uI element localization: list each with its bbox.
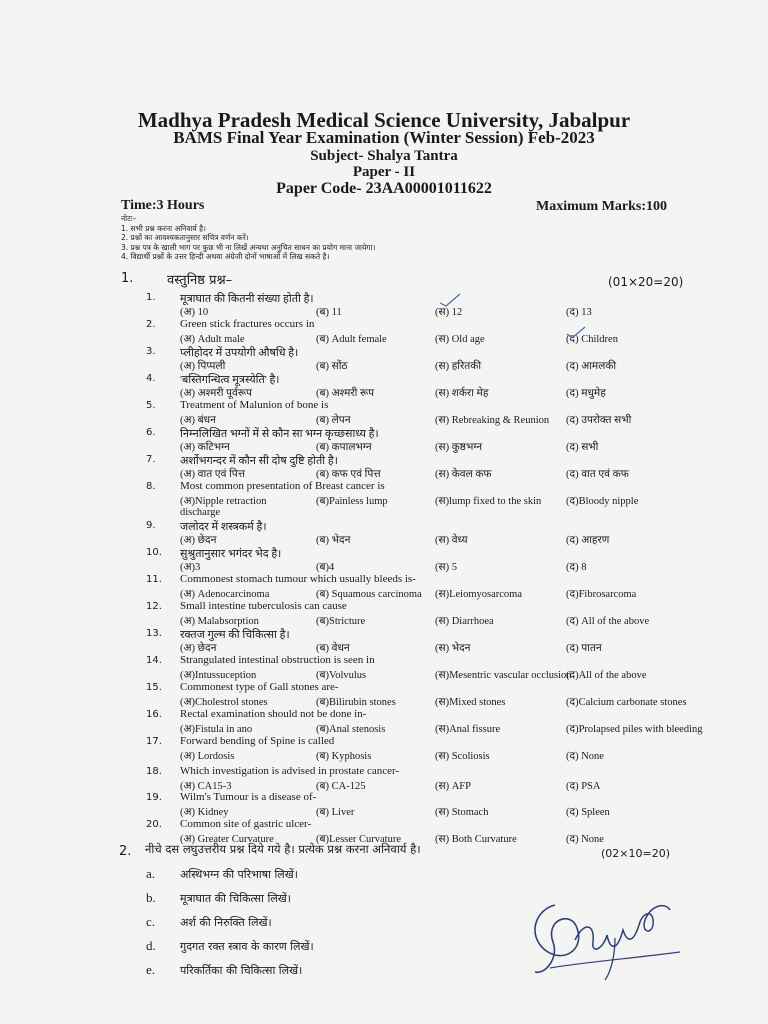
mcq-question: रक्तज गुल्म की चिकित्सा है। [180, 629, 290, 641]
paper-number: Paper - II [352, 164, 416, 180]
mcq-option-d: (द) पातन [566, 643, 602, 654]
mcq-item [0, 792, 768, 822]
mcq-option-d: (द) सभी [566, 442, 599, 453]
section2-title: नीचे दस लघुउत्तरीय प्रश्न दिये गये है। प्रत्येक प्रश्न करना अनिवार्य है। [145, 842, 421, 856]
mcq-option-b: (ब)Anal stenosis [316, 724, 386, 735]
mcq-option-c: (स)Mesentric vascular occlusion [435, 670, 572, 681]
mcq-option-a: (अ)Intussuception [180, 670, 257, 681]
mcq-number: 7. [146, 454, 156, 465]
mcq-option-d: (द)Fibrosarcoma [566, 589, 637, 600]
mcq-option-c: (स) Old age [435, 334, 485, 345]
exam-title: BAMS Final Year Examination (Winter Session) Feb-2023 [173, 128, 595, 147]
subject-title: Subject- Shalya Tantra [310, 148, 458, 164]
mcq-option-d: (द) All of the above [566, 616, 650, 627]
short-question-text: अस्थिभग्न की परिभाषा लिखें। [180, 868, 298, 881]
mcq-option-c: (स)Mixed stones [435, 697, 506, 708]
mcq-option-a: (अ) छेदन [180, 643, 217, 654]
mcq-option-c: (स) 5 [435, 562, 457, 573]
mcq-option-d: (द) 8 [566, 562, 587, 573]
mcq-option-b: (ब) CA-125 [316, 781, 366, 792]
max-marks-label: Maximum Marks:100 [536, 199, 668, 214]
mcq-item [0, 682, 768, 712]
mcq-option-b: (ब) सोंठ [316, 361, 348, 372]
mcq-number: 8. [146, 481, 156, 492]
mcq-option-a: (अ) CA15-3 [180, 781, 232, 792]
section1-marks: (01×20=20) [608, 275, 684, 289]
mcq-option-d: (द) None [566, 751, 604, 762]
mcq-item [0, 480, 768, 518]
mcq-option-d: (द) Spleen [566, 807, 610, 818]
short-question-text: मूत्राघात की चिकित्सा लिखें। [180, 892, 291, 905]
mcq-item [0, 373, 768, 403]
mcq-option-c: (स) 12 [435, 307, 463, 318]
mcq-option-a: (अ) Kidney [180, 807, 229, 818]
mcq-option-d: (द) None [566, 834, 604, 845]
mcq-question: Green stick fractures occurs in [180, 318, 315, 330]
mcq-option-b: (ब) भेदन [316, 535, 351, 546]
note-item: 3. प्रश्न पत्र के खाली भाग पर कुछ भी ना लिखें अन्यथा अनुचित साधन का प्रयोग माना जायेगा। [121, 242, 376, 252]
mcq-question: अर्शोभगन्दर में कौन सी दोष दुष्टि होती है। [180, 455, 338, 467]
mcq-option-c: (स) वेध्य [435, 535, 468, 546]
mcq-option-d: (द)All of the above [566, 670, 647, 681]
mcq-option-b: (ब)Lesser Curvature [316, 834, 402, 845]
tick-mark-icon [563, 324, 589, 340]
mcq-option-c: (स) हरितकी [435, 361, 482, 372]
mcq-option-b: (ब) Adult female [316, 334, 387, 345]
mcq-question: Treatment of Malunion of bone is [180, 399, 329, 411]
mcq-option-d: (द) वात एवं कफ [566, 469, 629, 480]
mcq-option-c: (स) भेदन [435, 643, 471, 654]
mcq-option-d: (द) आमलकी [566, 361, 617, 372]
mcq-option-a: (अ)3 [180, 562, 201, 573]
mcq-number: 13. [146, 628, 162, 639]
mcq-item [0, 601, 768, 631]
mcq-option-b: (ब)Stricture [316, 616, 366, 627]
short-question-text: गुदगत रक्त स्त्राव के कारण लिखें। [180, 940, 314, 953]
mcq-item [0, 574, 768, 604]
mcq-option-c: (स) Diarrhoea [435, 616, 494, 627]
note-item: 2. प्रश्नों का आवश्यकतानुसार सचित्र वर्णन करें। [121, 233, 249, 243]
mcq-option-a: (अ)Cholestrol stones [180, 697, 268, 708]
mcq-option-c: (स) Rebreaking & Reunion [435, 415, 550, 426]
mcq-option-c: (स)Leiomyosarcoma [435, 589, 522, 600]
mcq-item [0, 319, 768, 349]
short-question-letter: b. [146, 890, 156, 905]
short-question-letter: a. [146, 866, 156, 881]
signature-image [515, 880, 695, 990]
mcq-option-d: (द) आहरण [566, 535, 610, 546]
mcq-option-b: (ब)Volvulus [316, 670, 367, 681]
mcq-option-c: (स) AFP [435, 781, 471, 792]
mcq-number: 1. [146, 292, 156, 303]
mcq-option-a: (अ) कटिभग्न [180, 442, 230, 453]
mcq-question: निम्नलिखित भग्नों में से कौन सा भग्न कृच्छसाध्य है। [180, 428, 379, 440]
mcq-option-a: (अ)Nipple retraction [180, 496, 267, 507]
short-question-text: अर्श की निरुक्ति लिखें। [180, 916, 272, 929]
mcq-question: Which investigation is advised in prostate cancer- [180, 765, 400, 777]
mcq-number: 11. [146, 574, 162, 585]
section2-marks: (02×10=20) [601, 847, 671, 860]
mcq-option-b: (ब)4 [316, 562, 335, 573]
mcq-question: 'बस्तिगन्धित्व मूत्रस्येति' है। [180, 374, 280, 386]
mcq-number: 14. [146, 655, 162, 666]
note-heading: नोटः– [121, 214, 137, 223]
mcq-item [0, 655, 768, 685]
mcq-option-b: (ब) 11 [316, 307, 342, 318]
mcq-number: 6. [146, 427, 156, 438]
mcq-option-a: (अ) वात एवं पित्त [180, 469, 246, 480]
mcq-question: Wilm's Tumour is a disease of- [180, 791, 317, 803]
mcq-option-c: (स)Anal fissure [435, 724, 501, 735]
mcq-number: 20. [146, 819, 162, 830]
mcq-item [0, 346, 768, 376]
mcq-option-b: (ब) Liver [316, 807, 355, 818]
mcq-option-a: (अ) छेदन [180, 535, 217, 546]
mcq-number: 2. [146, 319, 156, 330]
section2-number: 2. [119, 844, 132, 859]
note-item: 1. सभी प्रश्न करना अनिवार्य है। [121, 223, 206, 233]
mcq-question: Strangulated intestinal obstruction is seen in [180, 654, 375, 666]
mcq-question: Small intestine tuberculosis can cause [180, 600, 347, 612]
mcq-number: 16. [146, 709, 162, 720]
short-question-letter: d. [146, 938, 156, 953]
short-question-letter: e. [146, 962, 156, 977]
mcq-question: Most common presentation of Breast cancer is [180, 480, 385, 492]
paper-code: Paper Code- 23AA00001011622 [276, 180, 492, 197]
mcq-number: 19. [146, 792, 162, 803]
mcq-option-d: (द)Calcium carbonate stones [566, 697, 687, 708]
mcq-option-b: (ब) वेधन [316, 643, 350, 654]
mcq-option-c: (स) Both Curvature [435, 834, 517, 845]
mcq-question: Commonest stomach tumour which usually bleeds is- [180, 573, 416, 585]
mcq-item [0, 736, 768, 766]
short-question-letter: c. [146, 914, 156, 929]
mcq-option-b: (ब) Kyphosis [316, 751, 372, 762]
mcq-option-c: (स) Scoliosis [435, 751, 490, 762]
mcq-option-c: (स)lump fixed to the skin [435, 496, 542, 507]
mcq-option-a: (अ) पिप्पली [180, 361, 226, 372]
mcq-option-d: (द) Children [566, 334, 618, 345]
mcq-option-c: (स) कुष्ठभग्न [435, 442, 483, 453]
instructions-note [121, 214, 375, 262]
mcq-number: 4. [146, 373, 156, 384]
mcq-option-c: (स) शर्करा मेह [435, 388, 489, 399]
mcq-option-d: (द) PSA [566, 781, 601, 792]
section1-title: वस्तुनिष्ठ प्रश्न– [167, 273, 233, 288]
mcq-option-a-continued: discharge [180, 507, 221, 518]
mcq-option-d: (द) मधुमेह [566, 388, 606, 399]
mcq-question: सुश्रुतानुसार भगंदर भेद है। [180, 548, 282, 560]
mcq-option-b: (ब) लेपन [316, 415, 351, 426]
mcq-item [0, 427, 768, 457]
note-item: 4. विद्यार्थी प्रश्नों के उत्तर हिन्दी अथवा अंग्रेजी दोनों भाषाओं में लिख सकते है। [121, 252, 330, 262]
mcq-number: 15. [146, 682, 162, 693]
mcq-option-b: (ब) Squamous carcinoma [316, 589, 422, 600]
mcq-item [0, 400, 768, 430]
mcq-option-a: (अ) 10 [180, 307, 209, 318]
mcq-option-b: (ब) कपालभग्न [316, 442, 372, 453]
mcq-option-a: (अ) Lordosis [180, 751, 235, 762]
mcq-number: 3. [146, 346, 156, 357]
mcq-option-d: (द) उपरोक्त सभी [566, 415, 632, 426]
mcq-option-b: (ब) कफ एवं पित्त [316, 469, 381, 480]
mcq-question: Rectal examination should not be done in- [180, 708, 367, 720]
mcq-option-a: (अ) Adult male [180, 334, 245, 345]
short-question-text: परिकर्तिका की चिकित्सा लिखें। [180, 964, 303, 977]
mcq-item [0, 628, 768, 658]
mcq-option-a: (अ) Greater Curvature [180, 834, 274, 845]
mcq-question: मूत्राघात की कितनी संख्या होती है। [180, 293, 314, 305]
mcq-item [0, 709, 768, 739]
tick-mark-icon [437, 292, 463, 308]
mcq-option-b: (ब)Bilirubin stones [316, 697, 396, 708]
mcq-option-c: (स) केवल कफ [435, 469, 492, 480]
mcq-question: Common site of gastric ulcer- [180, 818, 312, 830]
mcq-number: 10. [146, 547, 162, 558]
mcq-question: जलोदर में शस्त्रकर्म है। [180, 521, 267, 533]
mcq-option-a: (अ)Fistula in ano [180, 724, 253, 735]
mcq-number: 18. [146, 766, 162, 777]
mcq-option-c: (स) Stomach [435, 807, 489, 818]
university-title: Madhya Pradesh Medical Science University, Jabalpur [137, 108, 631, 132]
mcq-question: Forward bending of Spine is called [180, 735, 335, 747]
mcq-option-d: (द) 13 [566, 307, 592, 318]
mcq-option-d: (द)Prolapsed piles with bleeding [566, 724, 703, 735]
mcq-option-a: (अ) बंधन [180, 415, 216, 426]
mcq-item [0, 292, 768, 322]
time-label: Time:3 Hours [121, 198, 205, 213]
mcq-number: 17. [146, 736, 162, 747]
mcq-option-a: (अ) Malabsorption [180, 616, 259, 627]
mcq-question: Commonest type of Gall stones are- [180, 681, 339, 693]
mcq-item [0, 520, 768, 550]
mcq-number: 5. [146, 400, 156, 411]
mcq-number: 9. [146, 520, 156, 531]
mcq-option-a: (अ) Adenocarcinoma [180, 589, 270, 600]
mcq-question: प्लीहोदर में उपयोगी औषधि है। [180, 347, 299, 359]
mcq-option-a: (अ) अश्मरी पूर्वरूप [180, 388, 252, 399]
mcq-number: 12. [146, 601, 162, 612]
mcq-option-b: (ब)Painless lump [316, 496, 388, 507]
mcq-option-d: (द)Bloody nipple [566, 496, 639, 507]
mcq-option-b: (ब) अश्मरी रूप [316, 388, 375, 399]
section1-number: 1. [121, 271, 134, 286]
